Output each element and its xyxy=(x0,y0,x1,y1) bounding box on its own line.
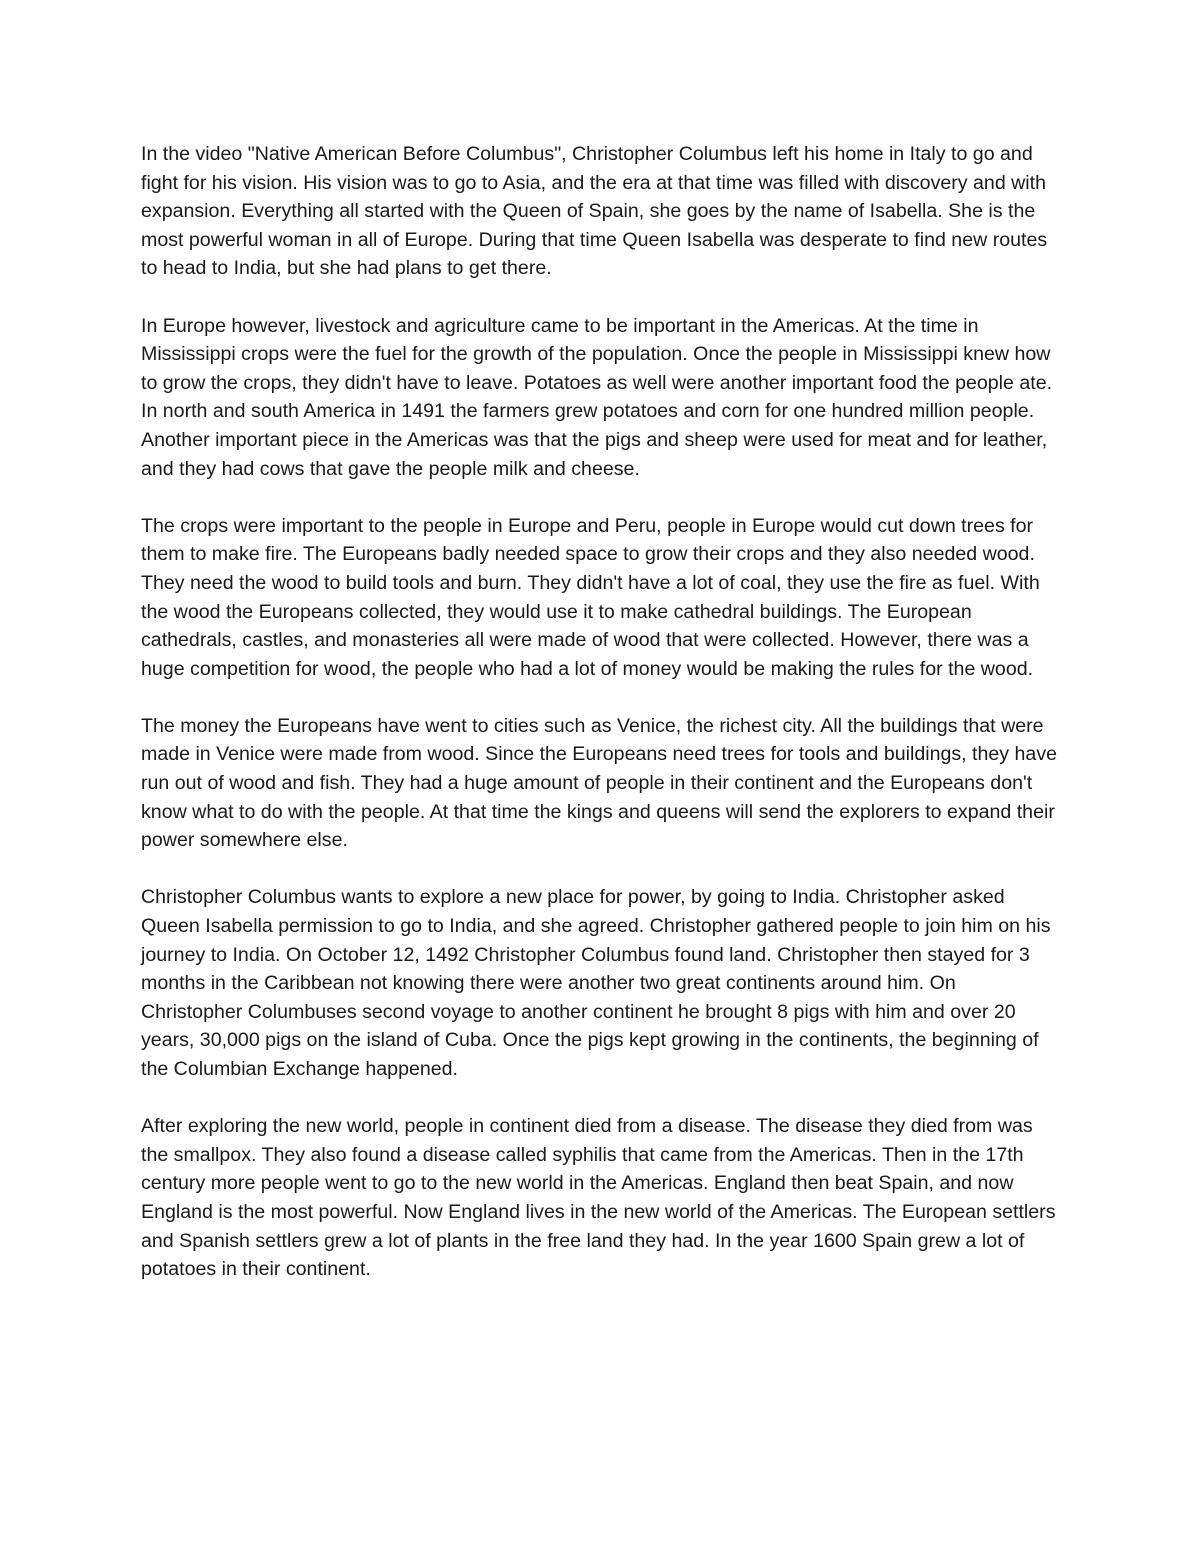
paragraph-2: In Europe however, livestock and agriculture came to be important in the Americas. At the time in Mississippi crops were the fuel for the growth of the population. Once the people in Mississippi knew how to grow the crops, they didn't have to leave. Potatoes as well were another important food the people ate. In north and south America in 1491 the farmers grew potatoes and corn for one hundred million people. Another important piece in the Americas was that the pigs and sheep were used for meat and for leather, and they had cows that gave the people milk and cheese. xyxy=(141,314,1053,480)
paragraph-1: In the video "Native American Before Columbus", Christopher Columbus left his home in Italy to go and fight for his vision. His vision was to go to Asia, and the era at that time was filled with discovery and with expansion. Everything all started with the Queen of Spain, she goes by the name of Isabella. She is the most powerful woman in all of Europe. During that time Queen Isabella was desperate to find new routes to head to India, but she had plans to get there. xyxy=(141,143,1048,280)
paragraph-4: The money the Europeans have went to cities such as Venice, the richest city. All the buildings that were made in Venice were made from wood. Since the Europeans need trees for tools and buildings, they have run out of wood and fish. They had a huge amount of people in their continent and the Europeans don't know what to do with the people. At that time the kings and queens will send the explorers to expand their power somewhere else. xyxy=(141,714,1058,852)
document-body xyxy=(141,140,1061,1312)
paragraph-5: Christopher Columbus wants to explore a new place for power, by going to India. Christopher asked Queen Isabella permission to go to India, and she agreed. Christopher gathered people to join him on his journey to India. On October 12, 1492 Christopher Columbus found land. Christopher then stayed for 3 months in the Caribbean not knowing there were another two great continents around him. On Christopher Columbuses second voyage to another continent he brought 8 pigs with him and over 20 years, 30,000 pigs on the island of Cuba. Once the pigs kept growing in the continents, the beginning of the Columbian Exchange happened. xyxy=(141,886,1051,1080)
paragraph-3: The crops were important to the people in Europe and Peru, people in Europe would cut down trees for them to make fire. The Europeans badly needed space to grow their crops and they also needed wood. They need the wood to build tools and burn. They didn't have a lot of coal, they use the fire as fuel. With the wood the Europeans collected, they would use it to make cathedral buildings. The European cathedrals, castles, and monasteries all were made of wood that were collected. However, there was a huge competition for wood, the people who had a lot of money would be making the rules for the wood. xyxy=(141,514,1040,680)
paragraph-6: After exploring the new world, people in continent died from a disease. The disease they died from was the smallpox. They also found a disease called syphilis that came from the Americas. Then in the 17th century more people went to go to the new world in the Americas. England then beat Spain, and now England is the most powerful. Now England lives in the new world of the Americas. The European settlers and Spanish settlers grew a lot of plants in the free land they had. In the year 1600 Spain grew a lot of potatoes in their continent. xyxy=(141,1115,1056,1281)
